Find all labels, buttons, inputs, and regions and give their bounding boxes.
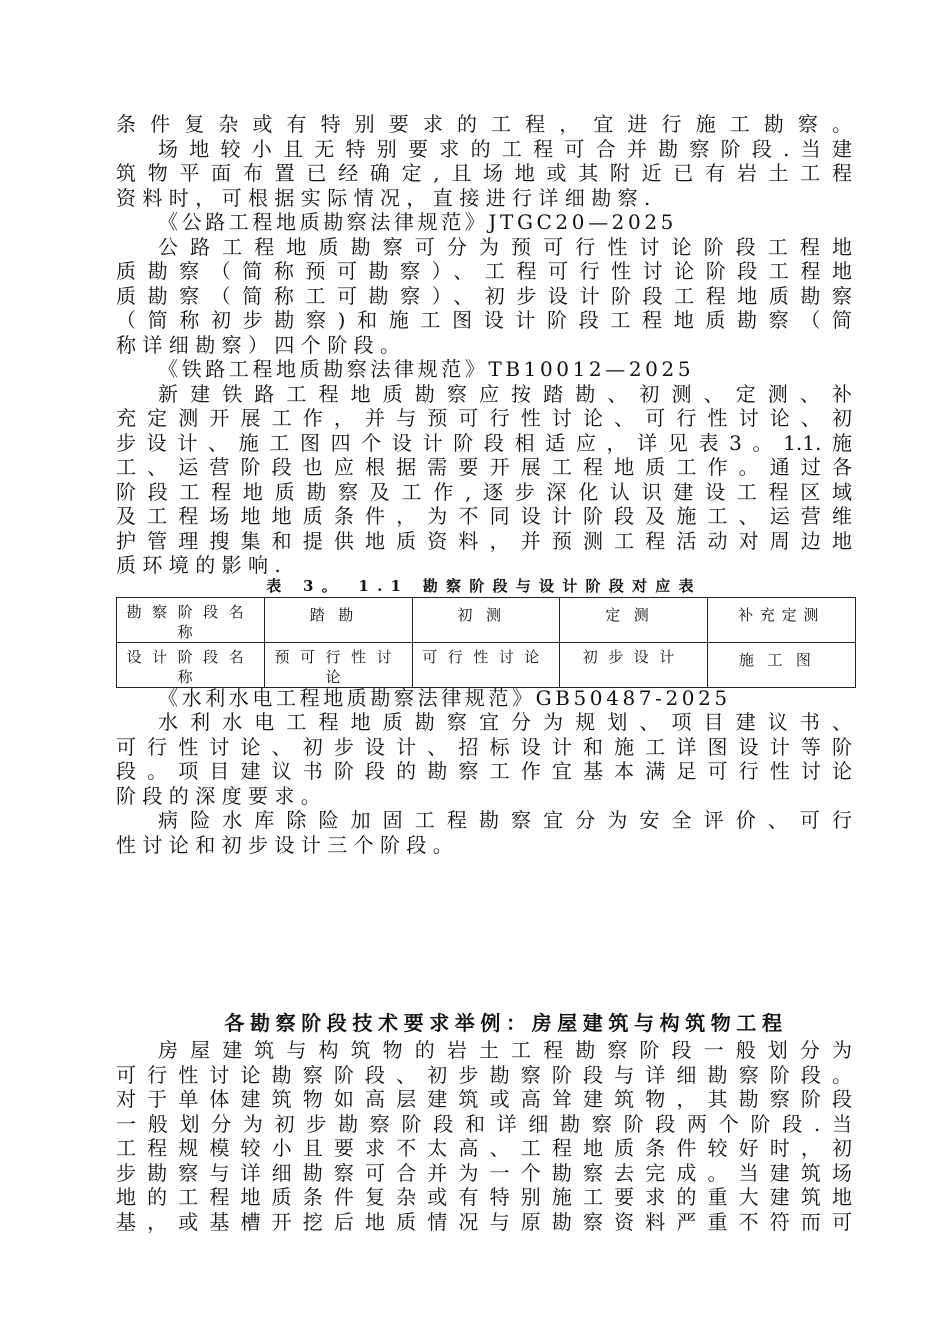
paragraph-line: 基，或基槽开挖后地质情况与原勘察资料严重不符而可 <box>116 1209 852 1234</box>
paragraph-line: 步设计、施工图四个设计阶段相适应，详见表3。1.1.施 <box>116 430 852 455</box>
paragraph-line: 资料时，可根据实际情况，直接进行详细勘察. <box>116 185 657 210</box>
paragraph-line: 房屋建筑与构筑物的岩土工程勘察阶段一般划分为 <box>158 1038 852 1062</box>
table-row <box>117 642 856 687</box>
blank-space <box>116 857 852 1008</box>
table-cell: 勘察阶段名称 <box>117 597 265 642</box>
table-cell: 定测 <box>560 597 708 642</box>
document-page <box>116 112 852 1234</box>
paragraph-line: 场地较小且无特别要求的工程可合并勘察阶段.当建 <box>158 136 852 161</box>
paragraph-line: 工、运营阶段也应根据需要开展工程地质工作。通过各 <box>116 455 852 479</box>
paragraph-line: （简称初步勘察)和施工图设计阶段工程地质勘察（简 <box>116 308 852 332</box>
table-caption: 表 3。 1.1 勘察阶段与设计阶段对应表 <box>266 576 702 595</box>
table-cell: 可行性讨论 <box>412 642 560 687</box>
paragraph-line: 步勘察与详细勘察可合并为一个勘察去完成。当建筑场 <box>116 1160 852 1185</box>
table-cell: 补充定测 <box>708 597 856 642</box>
table-cell: 预可行性讨论 <box>264 642 412 687</box>
highway-code-citation: 《公路工程地质勘察法律规范》JTGC20—2025 <box>158 210 677 234</box>
paragraph-line: 质勘察（简称工可勘察）、初步设计阶段工程地质勘察 <box>116 283 852 308</box>
table-cell: 踏勘 <box>264 597 412 642</box>
paragraph-line: 性讨论和初步设计三个阶段。 <box>116 832 460 857</box>
paragraph-line: 筑物平面布置已经确定,且场地或其附近已有岩土工程 <box>116 161 852 185</box>
paragraph-line: 一般划分为初步勘察阶段和详细勘察阶段两个阶段.当 <box>116 1111 852 1136</box>
table-cell: 初步设计 <box>560 642 708 687</box>
paragraph-line: 可行性讨论勘察阶段、初步勘察阶段与详细勘察阶段。 <box>116 1062 852 1087</box>
paragraph-line: 病险水库除险加固工程勘察宜分为安全评价、可行 <box>158 808 852 832</box>
paragraph-line: 充定测开展工作，并与预可行性讨论、可行性讨论、初 <box>116 406 852 430</box>
paragraph-line: 对于单体建筑物如高层建筑或高耸建筑物，其勘察阶段 <box>116 1087 852 1111</box>
water-code-citation: 《水利水电工程地质勘察法律规范》GB50487-2025 <box>158 685 731 710</box>
railway-code-citation: 《铁路工程地质勘察法律规范》TB10012—2025 <box>158 357 695 381</box>
paragraph-line: 公路工程地质勘察可分为预可行性讨论阶段工程地 <box>158 234 852 259</box>
paragraph-line: 质环境的影响. <box>116 553 288 577</box>
table-cell: 施工图 <box>708 642 856 687</box>
paragraph-line: 护管理搜集和提供地质资料，并预测工程活动对周边地 <box>116 528 852 553</box>
paragraph-line: 阶段工程地质勘察及工作,逐步深化认识建设工程区域 <box>116 479 852 504</box>
paragraph-line: 段。项目建议书阶段的勘察工作宜基本满足可行性讨论 <box>116 759 852 783</box>
paragraph-line: 质勘察（简称预可勘察）、工程可行性讨论阶段工程地 <box>116 259 852 283</box>
paragraph-line: 称详细勘察）四个阶段。 <box>116 332 407 357</box>
table-cell: 初测 <box>412 597 560 642</box>
section-heading: 各勘察阶段技术要求举例：房屋建筑与构筑物工程 <box>224 1011 788 1035</box>
paragraph-line: 新建铁路工程地质勘察应按踏勘、初测、定测、补 <box>158 381 852 406</box>
table-cell: 设计阶段名称 <box>117 642 265 687</box>
paragraph-line: 可行性讨论、初步设计、招标设计和施工详图设计等阶 <box>116 734 852 759</box>
paragraph-line: 及工程场地地质条件，为不同设计阶段及施工、运营维 <box>116 504 852 528</box>
stage-correspondence-table <box>116 597 856 688</box>
paragraph-line: 条件复杂或有特别要求的工程，宜进行施工勘察。 <box>116 112 852 136</box>
table-row <box>117 597 856 642</box>
paragraph-line: 水利水电工程地质勘察宜分为规划、项目建议书、 <box>158 710 852 734</box>
paragraph-line: 工程规模较小且要求不太高、工程地质条件较好时，初 <box>116 1136 852 1160</box>
paragraph-line: 地的工程地质条件复杂或有特别施工要求的重大建筑地 <box>116 1185 852 1209</box>
paragraph-line: 阶段的深度要求。 <box>116 783 328 808</box>
